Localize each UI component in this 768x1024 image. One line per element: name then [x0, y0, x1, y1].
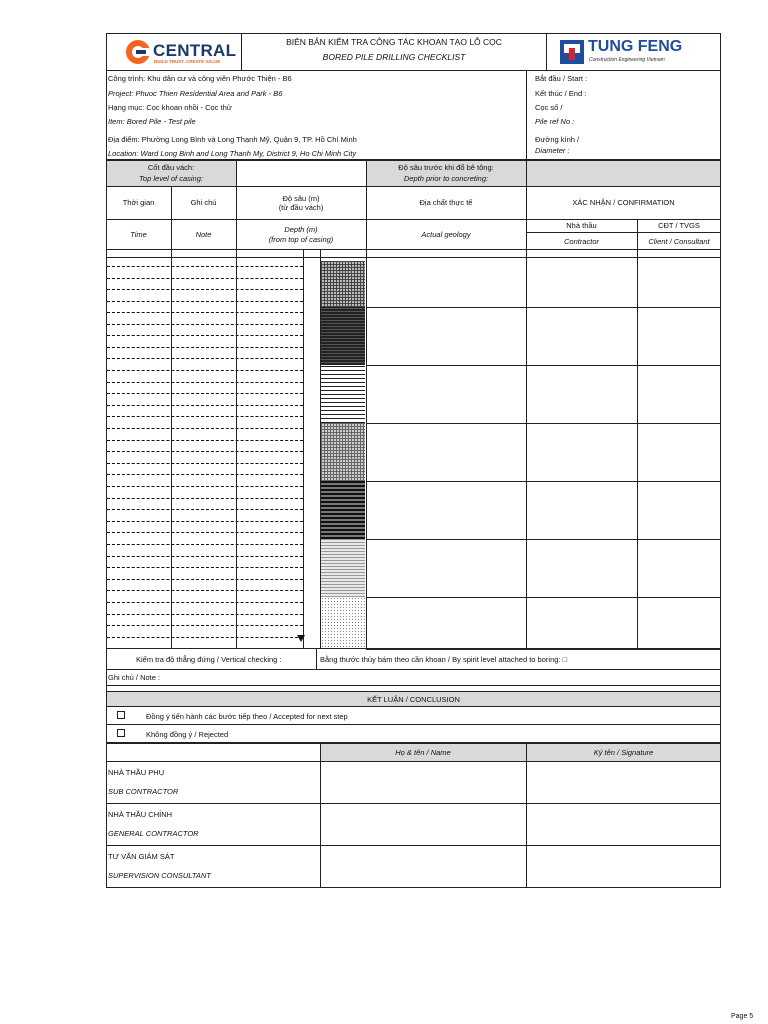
col-note-en: Note [195, 230, 212, 239]
checklist-sheet [106, 33, 721, 888]
central-logo-mark [124, 38, 152, 66]
end-field[interactable]: Kết thúc / End : [535, 89, 587, 98]
col-contractor-en: Contractor [563, 237, 599, 246]
signer-general-en: GENERAL CONTRACTOR [108, 829, 199, 838]
log-dash-line [107, 544, 303, 545]
log-dash-line [107, 614, 303, 615]
log-band-line [366, 597, 721, 598]
log-column-line [526, 249, 527, 649]
tung-feng-logo-text: TUNG FENG [588, 38, 683, 55]
signer-general-vn: NHÀ THẦU CHÍNH [108, 810, 173, 819]
log-column-line [236, 249, 237, 649]
col-depth-vn: Độ sâu (m) [282, 194, 320, 203]
log-dash-line [107, 637, 303, 638]
item: Item: Bored Pile - Test pile [108, 117, 196, 126]
depth-prior-vn: Độ sâu trước khi đổ bê tông: [398, 163, 494, 172]
col-client-vn: CĐT / TVGS [658, 221, 700, 230]
log-dash-line [107, 301, 303, 302]
reject-label: Không đồng ý / Rejected [146, 730, 229, 739]
vertical-check-box[interactable]: □ [562, 655, 568, 664]
log-dash-line [107, 532, 303, 533]
log-band-line [366, 307, 721, 308]
pile-no-vn: Cọc số / [535, 103, 563, 112]
col-time-en: Time [130, 230, 147, 239]
col-client-en: Client / Consultant [648, 237, 710, 246]
col-time-vn: Thời gian [122, 198, 155, 207]
drilling-log-area [106, 249, 721, 649]
tung-feng-logo-tagline: Construction Engineering Vietnam [589, 57, 665, 63]
log-dash-line [107, 567, 303, 568]
casing-top-vn: Cốt đầu vách: [147, 163, 195, 172]
log-dash-line [107, 625, 303, 626]
accept-checkbox[interactable] [117, 711, 125, 719]
log-dash-line [107, 602, 303, 603]
log-dash-line [107, 289, 303, 290]
log-dash-line [107, 405, 303, 406]
info-block [106, 70, 721, 160]
depth-prior-en: Depth prior to concreting: [403, 174, 489, 183]
geology-pattern [321, 597, 365, 649]
log-band-line [366, 481, 721, 482]
hang-muc: Hạng mục: Cọc khoan nhồi - Cọc thử [108, 103, 232, 112]
log-dash-line [107, 440, 303, 441]
title-en: BORED PILE DRILLING CHECKLIST [322, 52, 466, 62]
reject-checkbox[interactable] [117, 729, 125, 737]
log-band-line [366, 365, 721, 366]
geology-pattern [321, 365, 365, 423]
log-dash-line [107, 370, 303, 371]
log-dash-line [107, 382, 303, 383]
dia-diem: Địa điểm: Phường Long Bình và Long Thạnh Mỹ, Quận 9, TP. Hồ Chí Minh [108, 135, 357, 144]
location: Location: Ward Long Binh and Long Thanh My, District 9, Ho Chi Minh City [108, 149, 357, 158]
log-top-line [106, 257, 721, 258]
central-logo [124, 38, 237, 68]
log-dash-line [107, 486, 303, 487]
log-dash-line [107, 266, 303, 267]
central-logo-text: CENTRAL [153, 41, 237, 60]
log-dash-line [107, 463, 303, 464]
log-dash-line [107, 393, 303, 394]
log-dash-line [107, 451, 303, 452]
title-vn: BIÊN BẢN KIỂM TRA CÔNG TÁC KHOAN TẠO LỖ CỌC [286, 37, 502, 47]
casing-top-en: Top level of casing: [139, 174, 203, 183]
col-geology-en: Actual geology [421, 230, 471, 239]
log-column-line [171, 249, 172, 649]
log-dash-line [107, 358, 303, 359]
log-column-line [637, 249, 638, 649]
log-band-line [366, 423, 721, 424]
tung-feng-logo [558, 37, 706, 67]
col-depth-en: Depth (m) [284, 225, 318, 234]
log-dash-line [107, 579, 303, 580]
log-dash-line [107, 428, 303, 429]
log-column-line [366, 249, 367, 649]
log-column-line [303, 249, 304, 649]
signer-consultant-en: SUPERVISION CONSULTANT [108, 871, 211, 880]
col-note-vn: Ghi chú [190, 198, 217, 207]
log-dash-line [107, 556, 303, 557]
geology-pattern [321, 539, 365, 597]
diameter-field[interactable]: Diameter : [535, 146, 570, 155]
log-band-line [366, 539, 721, 540]
geology-pattern [321, 261, 365, 307]
col-contractor-vn: Nhà thầu [566, 221, 597, 230]
start-field[interactable]: Bắt đầu / Start : [535, 74, 588, 83]
geology-pattern [321, 481, 365, 539]
log-dash-line [107, 335, 303, 336]
signer-sub-en: SUB CONTRACTOR [108, 787, 179, 796]
col-depth-vn2: (từ đầu vách) [278, 203, 324, 212]
geology-pattern [321, 423, 365, 481]
signature-table [106, 743, 721, 888]
col-depth-en2: (from top of casing) [268, 235, 334, 244]
log-dash-line [107, 474, 303, 475]
col-geology-vn: Địa chất thực tế [419, 198, 473, 207]
project: Project: Phuoc Thien Residential Area and Park - B6 [108, 89, 283, 98]
vertical-check-label: Kiểm tra độ thẳng đứng / Vertical checking : [136, 655, 282, 664]
cong-trinh: Công trình: Khu dân cư và công viên Phước Thiện - B6 [108, 74, 292, 83]
vertical-check-method: Bằng thước thủy bám theo cần khoan / By spirit level attached to boring: □ [320, 655, 568, 664]
log-dash-line [107, 324, 303, 325]
log-dash-line [107, 347, 303, 348]
conclusion-title: KẾT LUẬN / CONCLUSION [367, 695, 460, 704]
signer-sub-vn: NHÀ THẦU PHỤ [108, 768, 165, 777]
note-label: Ghi chú / Note : [108, 673, 161, 682]
log-dash-line [107, 278, 303, 279]
log-dash-line [107, 312, 303, 313]
signature-header: Ký tên / Signature [593, 748, 654, 757]
accept-label: Đồng ý tiến hành các bước tiếp theo / Accepted for next step [146, 712, 348, 721]
log-dash-line [107, 416, 303, 417]
tung-feng-logo-mark [560, 40, 584, 64]
log-dash-line [107, 590, 303, 591]
signer-consultant-vn: TƯ VẤN GIÁM SÁT [108, 852, 175, 861]
page-number: Page 5 [731, 1013, 754, 1020]
log-dash-line [107, 498, 303, 499]
depth-arrow-icon [297, 635, 305, 642]
log-dash-line [107, 509, 303, 510]
col-confirmation: XÁC NHẬN / CONFIRMATION [572, 198, 675, 207]
name-header: Họ & tên / Name [395, 748, 451, 757]
geology-pattern [321, 307, 365, 365]
diameter-vn: Đường kính / [535, 135, 580, 144]
log-dash-line [107, 521, 303, 522]
note-row [106, 669, 721, 686]
pile-no-field[interactable]: Pile ref No : [535, 117, 575, 126]
central-logo-tagline: BUILD TRUST. CREATE VALUE [154, 59, 221, 64]
